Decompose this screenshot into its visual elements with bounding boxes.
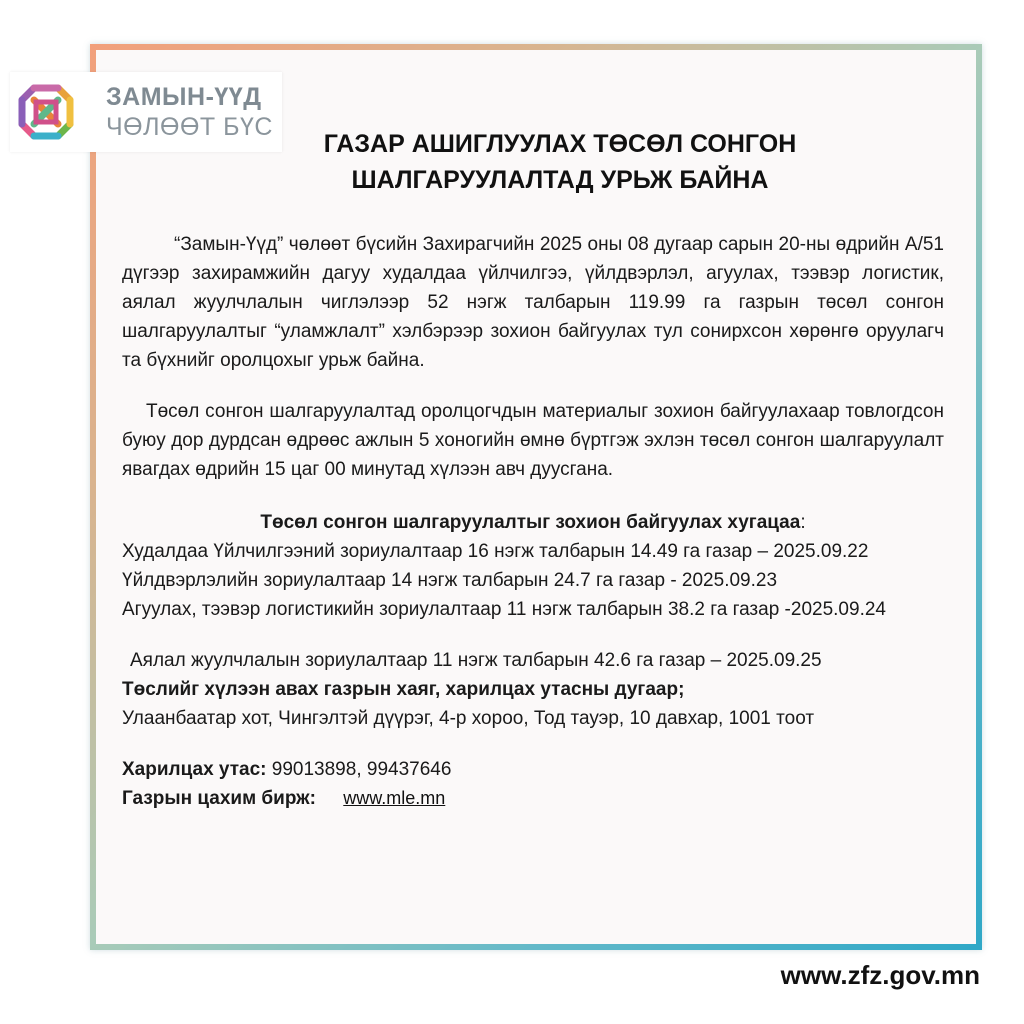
schedule-heading-colon: :	[800, 512, 806, 533]
schedule-item: Агуулах, тээвэр логистикийн зориулалтаар 11 нэгж талбарын 38.2 га газар -2025.09.24	[122, 599, 886, 620]
address-text: Улаанбаатар хот, Чингэлтэй дүүрэг, 4-р хороо, Тод тауэр, 10 давхар, 1001 тоот	[122, 708, 815, 729]
exchange-row	[122, 784, 944, 813]
logo-title: ЗАМЫН-ҮҮД	[106, 82, 262, 111]
logo-subtitle: ЧӨЛӨӨТ БҮС	[106, 112, 273, 141]
registration-paragraph: Төсөл сонгон шалгаруулалтад оролцогчдын материалыг зохион байгуулахаар товлогдсон буюу дор дурдсан өдрөөс ажлын 5 хоногийн өмнө бүртгэж эхлэн төсөл сонгон шалгаруулалт явагдах өдрийн 15 цаг 00 минутад хүлээн авч дуусгана.	[122, 401, 944, 480]
knot-logo-icon	[14, 80, 78, 144]
intro-paragraph: “Замын-Үүд” чөлөөт бүсийн Захирагчийн 2025 оны 08 дугаар сарын 20-ны өдрийн А/51 дүгээр захирамжийн дагуу худалдаа үйлчилгээ, үйлдвэрлэл, агуулах, тээвэр логистик, аялал жуулчлалын чиглэлээр 52 нэгж талбарын 119.99 га газрын төсөл сонгон шалгаруулалтыг “уламжлалт” хэлбэрээр зохион байгуулах тул сонирхсон хөрөнгө оруулагч та бүхнийг оролцохыг урьж байна.	[122, 234, 944, 371]
exchange-link[interactable]: www.mle.mn	[343, 788, 446, 808]
schedule-heading	[122, 508, 944, 537]
announcement-body	[122, 230, 944, 813]
title-line-1: ГАЗАР АШИГЛУУЛАХ ТӨСӨЛ СОНГОН	[323, 130, 797, 158]
schedule-heading-text: Төсөл сонгон шалгаруулалтыг зохион байгуулах хугацаа	[260, 512, 801, 533]
website-footer: www.zfz.gov.mn	[780, 960, 980, 990]
page-title	[200, 126, 920, 198]
exchange-label: Газрын цахим бирж:	[122, 788, 316, 809]
phone-label: Харилцах утас:	[122, 759, 267, 780]
phone-value: 99013898, 99437646	[271, 759, 452, 780]
phone-row	[122, 755, 944, 784]
title-line-2: ШАЛГАРУУЛАЛТАД УРЬЖ БАЙНА	[351, 166, 769, 194]
schedule-item: Үйлдвэрлэлийн зориулалтаар 14 нэгж талбарын 24.7 га газар - 2025.09.23	[122, 570, 778, 591]
schedule-item-tourism: Аялал жуулчлалын зориулалтаар 11 нэгж талбарын 42.6 га газар – 2025.09.25	[130, 650, 822, 671]
schedule-item: Худалдаа Үйлчилгээний зориулалтаар 16 нэгж талбарын 14.49 га газар – 2025.09.22	[122, 541, 869, 562]
contact-block	[122, 755, 944, 813]
address-heading: Төслийг хүлээн авах газрын хаяг, харилцах утасны дугаар;	[122, 679, 685, 700]
